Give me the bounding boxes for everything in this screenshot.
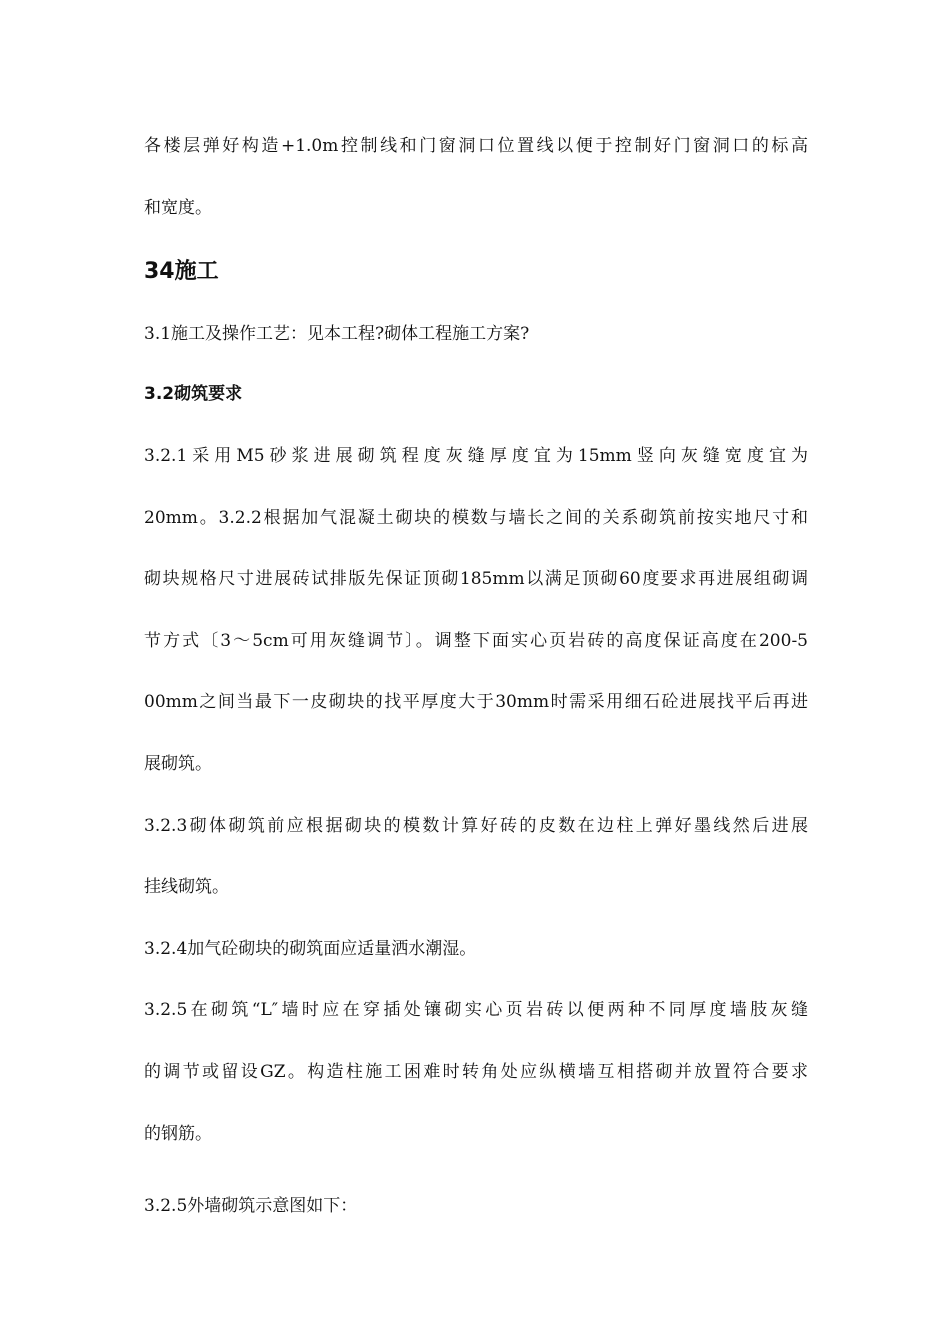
- paragraph-line: 的调节或留设GZ。构造柱施工困难时转角处应纵横墙互相搭砌并放置符合要求: [144, 1062, 808, 1082]
- paragraph-line: 3.2.5外墙砌筑示意图如下：: [144, 1196, 358, 1216]
- paragraph-line: 各楼层弹好构造+1.0m控制线和门窗洞口位置线以便于控制好门窗洞口的标高: [144, 136, 808, 156]
- paragraph-line: 00mm之间当最下一皮砌块的找平厚度大于30mm时需采用细石砼进展找平后再进: [144, 692, 808, 712]
- paragraph-line: 3.2.3砌体砌筑前应根据砌块的模数计算好砖的皮数在边柱上弹好墨线然后进展: [144, 816, 808, 836]
- section-heading: 34施工: [144, 259, 219, 284]
- subsection-heading: 3.2砌筑要求: [144, 384, 243, 404]
- paragraph-line: 节方式〔3～5cm可用灰缝调节〕。调整下面实心页岩砖的高度保证高度在200-5: [144, 631, 808, 651]
- paragraph-line: 的钢筋。: [144, 1124, 212, 1144]
- paragraph-line: 挂线砌筑。: [144, 877, 229, 897]
- paragraph-line: 展砌筑。: [144, 754, 212, 774]
- paragraph-line: 砌块规格尺寸进展砖试排版先保证顶砌185mm以满足顶砌60度要求再进展组砌调: [144, 569, 808, 589]
- paragraph-line: 3.2.1采用M5砂浆进展砌筑程度灰缝厚度宜为15mm竖向灰缝宽度宜为: [144, 446, 808, 466]
- paragraph-line: 3.2.5在砌筑“L″墙时应在穿插处镶砌实心页岩砖以便两种不同厚度墙肢灰缝: [144, 1000, 808, 1020]
- paragraph-line: 3.2.4加气砼砌块的砌筑面应适量洒水潮湿。: [144, 939, 477, 959]
- paragraph-line: 和宽度。: [144, 198, 212, 218]
- paragraph-line: 3.1施工及操作工艺：见本工程?砌体工程施工方案?: [144, 324, 530, 344]
- paragraph-line: 20mm。3.2.2根据加气混凝土砌块的模数与墙长之间的关系砌筑前按实地尺寸和: [144, 508, 808, 528]
